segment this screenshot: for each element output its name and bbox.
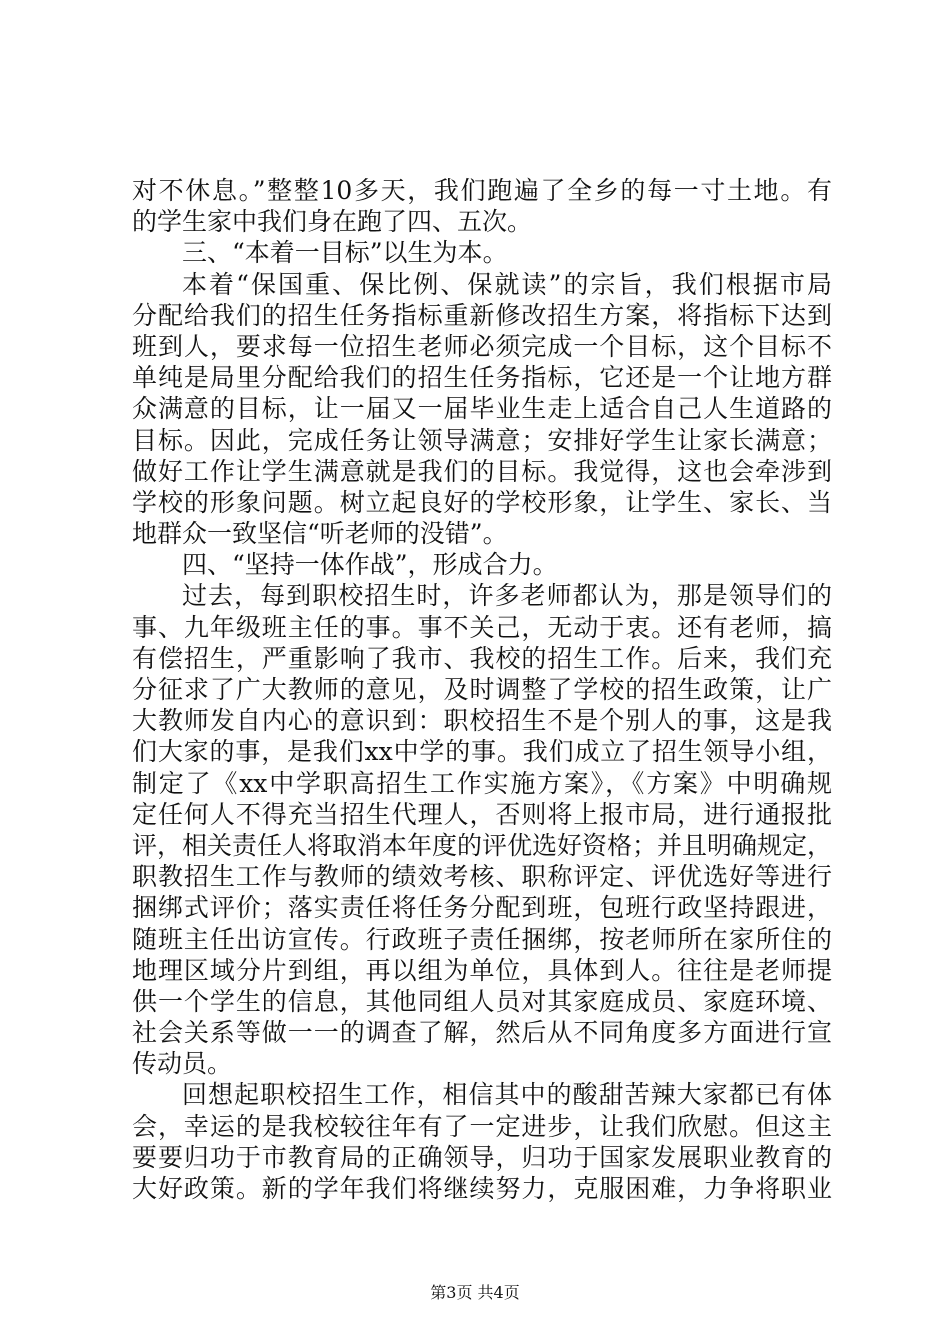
text-line: 传动员。	[132, 1049, 233, 1079]
text-line: 众满意的目标，让一届又一届毕业生走上适合自己人生道路的	[132, 394, 832, 424]
text-line: 社会关系等做一一的调查了解，然后从不同角度多方面进行宣	[132, 1018, 832, 1048]
text-line: 过去，每到职校招生时，许多老师都认为，那是领导们的	[182, 581, 832, 611]
text-line: 要要归功于市教育局的正确领导，归功于国家发展职业教育的	[132, 1142, 832, 1172]
text-line: 目标。因此，完成任务让领导满意；安排好学生让家长满意；	[132, 425, 832, 455]
text-line: 会，幸运的是我校较往年有了一定进步，让我们欣慰。但这主	[132, 1111, 832, 1141]
text-line: 本着“保国重、保比例、保就读”的宗旨，我们根据市局	[182, 269, 832, 299]
text-line: 三、“本着一目标”以生为本。	[182, 238, 508, 268]
text-line: 地理区域分片到组，再以组为单位，具体到人。往往是老师提	[132, 955, 832, 985]
text-line: 回想起职校招生工作，相信其中的酸甜苦辣大家都已有体	[182, 1080, 832, 1110]
text-line: 大教师发自内心的意识到：职校招生不是个别人的事，这是我	[132, 706, 832, 736]
text-line: 制定了《xx中学职高招生工作实施方案》，《方案》中明确规	[132, 768, 832, 798]
text-line: 地群众一致坚信“听老师的没错”。	[132, 519, 508, 549]
text-line: 学校的形象问题。树立起良好的学校形象，让学生、家长、当	[132, 487, 832, 517]
text-line: 的学生家中我们身在跑了四、五次。	[132, 207, 533, 237]
text-line: 分征求了广大教师的意见，及时调整了学校的招生政策，让广	[132, 675, 832, 704]
text-line: 们大家的事，是我们xx中学的事。我们成立了招生领导小组，	[132, 737, 832, 767]
text-line: 大好政策。新的学年我们将继续努力，克服困难，力争将职业	[132, 1174, 832, 1203]
text-line: 职教招生工作与教师的绩效考核、职称评定、评优选好等进行	[132, 862, 832, 892]
text-line: 捆绑式评价；落实责任将任务分配到班，包班行政坚持跟进，	[132, 893, 832, 923]
page-number-footer: 第3页 共4页	[430, 1283, 520, 1302]
text-line: 定任何人不得充当招生代理人，否则将上报市局，进行通报批	[132, 799, 832, 829]
text-line: 班到人，要求每一位招生老师必须完成一个目标，这个目标不	[132, 331, 832, 361]
text-line: 供一个学生的信息，其他同组人员对其家庭成员、家庭环境、	[132, 986, 832, 1016]
text-line: 评，相关责任人将取消本年度的评优选好资格；并且明确规定，	[132, 830, 832, 860]
text-line: 随班主任出访宣传。行政班子责任捆绑，按老师所在家所住的	[132, 924, 832, 954]
text-line: 四、“坚持一体作战”，形成合力。	[182, 550, 558, 580]
text-line: 有偿招生，严重影响了我市、我校的招生工作。后来，我们充	[132, 643, 832, 673]
text-line: 事、九年级班主任的事。事不关己，无动于衷。还有老师，搞	[132, 612, 832, 642]
document-body	[132, 175, 832, 1204]
text-line: 单纯是局里分配给我们的招生任务指标，它还是一个让地方群	[132, 363, 832, 393]
text-line: 分配给我们的招生任务指标重新修改招生方案，将指标下达到	[132, 300, 832, 330]
text-line: 做好工作让学生满意就是我们的目标。我觉得，这也会牵涉到	[132, 456, 832, 486]
text-line: 对不休息。”整整10多天，我们跑遍了全乡的每一寸土地。有	[132, 176, 832, 205]
